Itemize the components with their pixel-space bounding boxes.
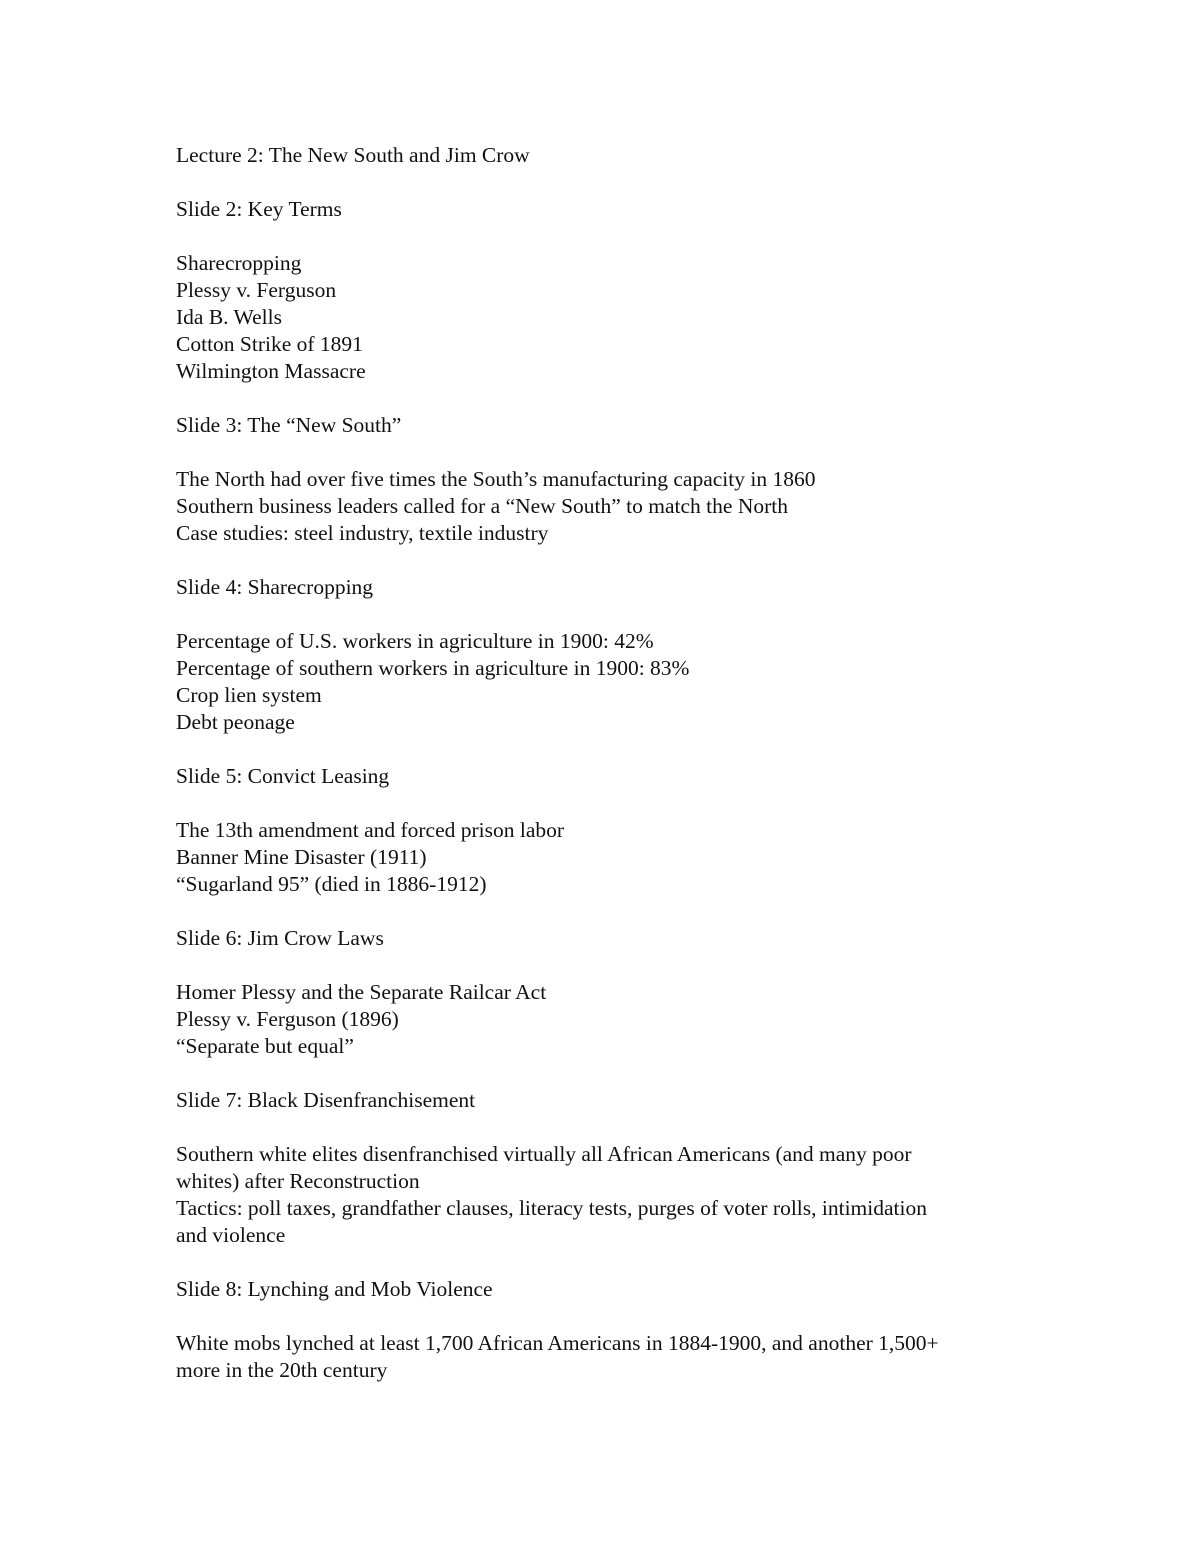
document-body (176, 142, 1036, 1384)
blank-line (176, 736, 1036, 763)
body-line: Southern business leaders called for a “New South” to match the North (176, 494, 788, 518)
blank-line (176, 1303, 1036, 1330)
body-line: Southern white elites disenfranchised virtually all African Americans (and many poor (176, 1142, 912, 1166)
body-line: Percentage of U.S. workers in agriculture in 1900: 42% (176, 629, 654, 653)
document-title: Lecture 2: The New South and Jim Crow (176, 143, 530, 167)
section-heading: Slide 4: Sharecropping (176, 575, 374, 599)
blank-line (176, 1114, 1036, 1141)
body-line: Homer Plessy and the Separate Railcar Act (176, 980, 547, 1004)
section-heading: Slide 5: Convict Leasing (176, 764, 390, 788)
body-line: White mobs lynched at least 1,700 African Americans in 1884-1900, and another 1,500+ (176, 1331, 939, 1355)
blank-line (176, 601, 1036, 628)
body-line: Sharecropping (176, 251, 302, 275)
body-line: Case studies: steel industry, textile industry (176, 521, 549, 545)
blank-line (176, 223, 1036, 250)
body-line: Tactics: poll taxes, grandfather clauses, literacy tests, purges of voter rolls, intimidation (176, 1196, 927, 1220)
section-heading: Slide 6: Jim Crow Laws (176, 926, 384, 950)
blank-line (176, 1060, 1036, 1087)
section-heading: Slide 8: Lynching and Mob Violence (176, 1277, 493, 1301)
blank-line (176, 790, 1036, 817)
body-line: The North had over five times the South’s manufacturing capacity in 1860 (176, 467, 816, 491)
body-line: and violence (176, 1223, 286, 1247)
body-line: more in the 20th century (176, 1358, 388, 1382)
body-line: Wilmington Massacre (176, 359, 366, 383)
body-line: Banner Mine Disaster (1911) (176, 845, 427, 869)
body-line: The 13th amendment and forced prison labor (176, 818, 565, 842)
blank-line (176, 952, 1036, 979)
body-line: Percentage of southern workers in agriculture in 1900: 83% (176, 656, 690, 680)
section-heading: Slide 7: Black Disenfranchisement (176, 1088, 476, 1112)
body-line: Crop lien system (176, 683, 322, 707)
blank-line (176, 898, 1036, 925)
blank-line (176, 385, 1036, 412)
section-heading: Slide 2: Key Terms (176, 197, 342, 221)
body-line: Cotton Strike of 1891 (176, 332, 363, 356)
body-line: whites) after Reconstruction (176, 1169, 420, 1193)
blank-line (176, 1249, 1036, 1276)
section-heading: Slide 3: The “New South” (176, 413, 402, 437)
body-line: Ida B. Wells (176, 305, 282, 329)
body-line: “Sugarland 95” (died in 1886-1912) (176, 872, 487, 896)
body-line: Plessy v. Ferguson (176, 278, 337, 302)
body-line: “Separate but equal” (176, 1034, 354, 1058)
blank-line (176, 547, 1036, 574)
body-line: Debt peonage (176, 710, 295, 734)
blank-line (176, 439, 1036, 466)
blank-line (176, 169, 1036, 196)
body-line: Plessy v. Ferguson (1896) (176, 1007, 399, 1031)
